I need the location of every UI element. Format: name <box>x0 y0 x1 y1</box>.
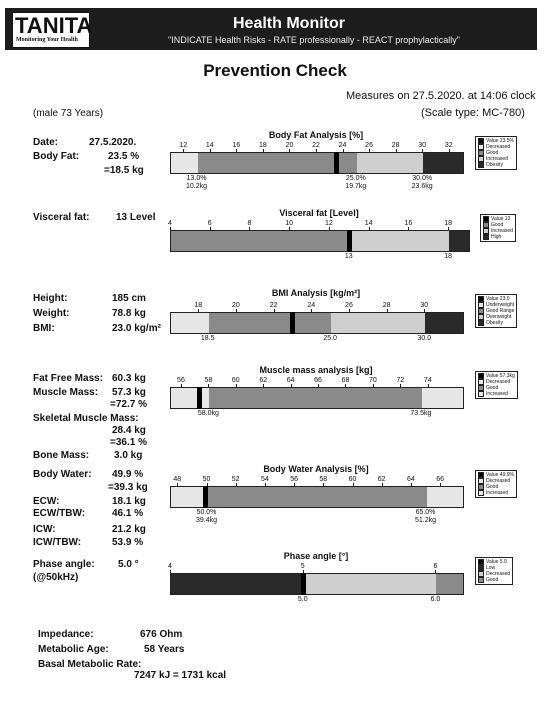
legend-entry: Low <box>478 565 510 571</box>
tick-label: 64 <box>286 377 295 384</box>
tick-label: 8 <box>247 220 252 227</box>
boundary-label: 58.0kg <box>197 410 219 417</box>
skeletal-muscle-value: 28.4 kg <box>112 425 146 436</box>
legend-entry: Good <box>478 385 515 391</box>
tick-label: 26 <box>365 142 373 149</box>
water-value: 49.9 % <box>112 469 144 480</box>
legend-swatch <box>478 391 484 397</box>
legend-entry: Value 23.5% <box>478 138 514 144</box>
range-zone <box>171 231 350 251</box>
legend-swatch <box>478 577 484 583</box>
value-marker <box>301 573 306 595</box>
tick-label: 16 <box>232 142 241 149</box>
legend-entry: Overweight <box>478 314 514 320</box>
legend-entry: Value 23.0 <box>478 296 514 302</box>
legend-entry: Value 5.0 <box>478 559 510 565</box>
tick-label: 70 <box>368 377 377 384</box>
tick-label: 60 <box>348 476 357 483</box>
tanita-logo <box>12 12 93 48</box>
boundary-label: 25.0 <box>323 335 337 342</box>
legend-entry: Increased <box>478 156 514 162</box>
boundary-label: 5.0 <box>297 596 308 603</box>
icw-label: ICW: <box>33 524 56 535</box>
chart-legend <box>475 371 518 399</box>
legend-swatch <box>483 234 489 240</box>
legend-entry: Good <box>478 577 510 583</box>
range-bar <box>170 387 464 409</box>
visceral-value: 13 Level <box>116 212 156 223</box>
bone-value: 3.0 kg <box>114 450 143 461</box>
ecw-label: ECW: <box>33 496 60 507</box>
tick-label: 12 <box>179 142 188 149</box>
ffm-value: 60.3 kg <box>112 373 146 384</box>
legend-entry: Good <box>478 150 514 156</box>
tick-label: 6 <box>207 220 212 227</box>
legend-entry: Good <box>483 222 513 228</box>
tick-label: 30 <box>420 302 429 309</box>
ffm-label: Fat Free Mass: <box>33 373 104 384</box>
skeletal-muscle-label: Skeletal Muscle Mass: <box>33 413 139 424</box>
chart-legend <box>480 214 516 242</box>
tick-label: 56 <box>177 377 185 384</box>
tick-label: 26 <box>345 302 353 309</box>
bmi-value: 23.0 kg/m² <box>112 323 161 334</box>
icwtbw-value: 53.9 % <box>112 537 144 548</box>
scale-type: (Scale type: MC-780) <box>421 107 525 119</box>
phase-label: Phase angle: <box>33 559 95 570</box>
tick-label: 16 <box>404 220 413 227</box>
tick-label: 58 <box>319 476 328 483</box>
legend-swatch <box>478 490 484 496</box>
tick-label: 12 <box>325 220 333 227</box>
tick-label: 30 <box>418 142 427 149</box>
tick-label: 22 <box>312 142 320 149</box>
tick-label: 66 <box>436 476 444 483</box>
legend-entry: Increased <box>483 228 513 234</box>
visceral-chart <box>168 208 513 274</box>
range-zone <box>171 487 208 507</box>
range-zone <box>422 388 463 408</box>
legend-swatch <box>478 320 484 326</box>
impedance-label: Impedance: <box>38 629 94 640</box>
legend-entry: Underweight <box>478 302 514 308</box>
ecwtbw-value: 46.1 % <box>112 508 144 519</box>
icw-value: 21.2 kg <box>112 524 146 535</box>
tick-label: 20 <box>232 302 240 309</box>
value-marker <box>290 312 295 334</box>
range-zone <box>171 153 198 173</box>
tick-label: 24 <box>307 302 316 309</box>
chart-legend <box>475 136 517 170</box>
tick-label: 60 <box>231 377 240 384</box>
boundary-label: 50.0% 39.4kg <box>195 509 218 524</box>
bodyfat-kg: =18.5 kg <box>104 165 144 176</box>
metabolic-age-label: Metabolic Age: <box>38 644 109 655</box>
report-title: Prevention Check <box>203 61 347 80</box>
range-zone <box>423 153 463 173</box>
impedance-value: 676 Ohm <box>140 629 183 640</box>
muscle-label: Muscle Mass: <box>33 387 99 398</box>
boundary-label: 73.5kg <box>410 410 432 417</box>
chart-title: Muscle mass analysis [kg] <box>259 365 373 375</box>
legend-swatch <box>478 162 484 168</box>
ecw-value: 18.1 kg <box>112 496 146 507</box>
tick-label: 18 <box>444 220 453 227</box>
range-zone <box>171 313 209 333</box>
legend-entry: Decreased <box>478 144 514 150</box>
tick-label: 4 <box>168 220 172 227</box>
date-value: 27.5.2020. <box>89 137 137 148</box>
phase-sublabel: (@50kHz) <box>33 572 79 583</box>
boundary-label: 25.0% 19.7kg <box>345 175 367 190</box>
chart-legend <box>475 470 517 498</box>
chart-title: BMI Analysis [kg/m²] <box>271 288 361 298</box>
tick-label: 52 <box>231 476 240 483</box>
weight-label: Weight: <box>33 308 70 319</box>
subject-info: (male 73 Years) <box>33 108 104 119</box>
tick-label: 56 <box>290 476 298 483</box>
range-zone <box>209 388 421 408</box>
tick-label: 20 <box>285 142 294 149</box>
tick-label: 14 <box>364 220 373 227</box>
boundary-label: 30.0 <box>417 335 432 342</box>
tick-label: 68 <box>341 377 350 384</box>
legend-entry: Obesity <box>478 162 514 168</box>
range-zone <box>171 388 209 408</box>
tick-label: 28 <box>391 142 400 149</box>
range-zone <box>436 574 463 594</box>
bmi-label: BMI: <box>33 323 55 334</box>
tick-label: 22 <box>269 302 278 309</box>
value-marker <box>347 230 352 252</box>
water-label: Body Water: <box>33 469 92 480</box>
legend-entry: Value 13 <box>483 216 513 222</box>
boundary-label: 13 <box>344 253 353 260</box>
range-zone <box>357 153 423 173</box>
range-zone <box>304 574 437 594</box>
range-bar <box>170 312 464 334</box>
range-zone <box>425 313 463 333</box>
tick-label: 50 <box>202 476 211 483</box>
tick-label: 48 <box>173 476 182 483</box>
tick-label: 66 <box>314 377 322 384</box>
tick-label: 74 <box>423 377 432 384</box>
phase-value: 5.0 ° <box>118 559 139 570</box>
range-zone <box>427 487 464 507</box>
legend-entry: Increased <box>478 490 514 496</box>
tick-label: 6 <box>433 563 438 570</box>
range-bar <box>170 573 464 595</box>
bodyfat-label: Body Fat: <box>33 151 80 162</box>
water-kg: =39.3 kg <box>108 482 148 493</box>
metabolic-age-value: 58 Years <box>144 644 185 655</box>
range-bar <box>170 486 464 508</box>
chart-title: Visceral fat [Level] <box>279 208 359 218</box>
boundary-label: 18 <box>444 253 453 260</box>
skeletal-muscle-pct: =36.1 % <box>110 437 147 448</box>
legend-entry: Obesity <box>478 320 514 326</box>
chart-legend <box>475 557 513 585</box>
bmr-label: Basal Metabolic Rate: <box>38 659 142 670</box>
header-subtitle: "INDICATE Health Risks - RATE professionally - REACT prophylactically" <box>168 35 460 45</box>
legend-entry: Increased <box>478 391 515 397</box>
tick-label: 14 <box>205 142 214 149</box>
tick-label: 4 <box>168 563 172 570</box>
range-bar <box>170 230 470 252</box>
tick-label: 5 <box>300 563 305 570</box>
value-marker <box>203 486 208 508</box>
tick-label: 18 <box>194 302 203 309</box>
phase-chart <box>168 551 511 617</box>
date-label: Date: <box>33 137 59 148</box>
legend-entry: Good Range <box>478 308 514 314</box>
range-zone <box>171 574 304 594</box>
chart-title: Body Fat Analysis [%] <box>268 130 364 140</box>
chart-legend <box>475 294 517 328</box>
boundary-label: 30.0% 23.6kg <box>411 175 433 190</box>
legend-entry: Decreased <box>478 478 514 484</box>
chart-title: Body Water Analysis [%] <box>263 464 369 474</box>
legend-entry: Value 57.3kg <box>478 373 515 379</box>
legend-entry: Decreased <box>478 571 510 577</box>
tick-label: 18 <box>259 142 267 149</box>
height-value: 185 cm <box>112 293 146 304</box>
tick-label: 10 <box>285 220 294 227</box>
bmr-value: 7247 kJ = 1731 kcal <box>134 670 227 681</box>
range-zone <box>350 231 449 251</box>
measurement-datetime: Measures on 27.5.2020. at 14:06 clock <box>346 90 536 102</box>
tick-label: 64 <box>406 476 415 483</box>
muscle-chart <box>170 365 515 427</box>
tick-label: 24 <box>338 142 347 149</box>
range-zone <box>449 231 469 251</box>
water-chart <box>170 464 514 536</box>
tick-label: 62 <box>259 377 268 384</box>
boundary-label: 13.0% 10.2kg <box>186 175 208 190</box>
legend-entry: Decreased <box>478 379 515 385</box>
height-label: Height: <box>33 293 68 304</box>
range-zone <box>208 487 427 507</box>
range-bar <box>170 152 464 174</box>
muscle-pct: =72.7 % <box>110 399 147 410</box>
value-marker <box>197 387 202 409</box>
bone-label: Bone Mass: <box>33 450 90 461</box>
bmi-chart <box>170 288 515 350</box>
value-marker <box>334 152 339 174</box>
logo-tagline: Monitoring Your Health <box>16 37 79 43</box>
tick-label: 62 <box>377 476 386 483</box>
tick-label: 58 <box>204 377 213 384</box>
tick-label: 28 <box>382 302 391 309</box>
icwtbw-label: ICW/TBW: <box>33 537 82 548</box>
boundary-label: 6.0 <box>430 596 441 603</box>
chart-title: Phase angle [°] <box>283 551 349 561</box>
weight-value: 78.8 kg <box>112 308 146 319</box>
tick-label: 72 <box>396 377 405 384</box>
boundary-label: 18.5 <box>200 335 215 342</box>
range-zone <box>209 313 331 333</box>
muscle-value: 57.3 kg <box>112 387 146 398</box>
header-title: Health Monitor <box>233 15 345 32</box>
legend-entry: High <box>483 234 513 240</box>
bodyfat-chart <box>170 130 514 204</box>
range-zone <box>331 313 425 333</box>
legend-entry: Value 49.9% <box>478 472 514 478</box>
range-zone <box>198 153 357 173</box>
visceral-label: Visceral fat: <box>33 212 90 223</box>
tick-label: 32 <box>444 142 453 149</box>
boundary-label: 65.0% 51.2kg <box>414 509 437 524</box>
bodyfat-value: 23.5 % <box>108 151 140 162</box>
ecwtbw-label: ECW/TBW: <box>33 508 86 519</box>
logo-text: TANITA <box>15 13 93 38</box>
tick-label: 54 <box>260 476 269 483</box>
legend-entry: Good <box>478 484 514 490</box>
